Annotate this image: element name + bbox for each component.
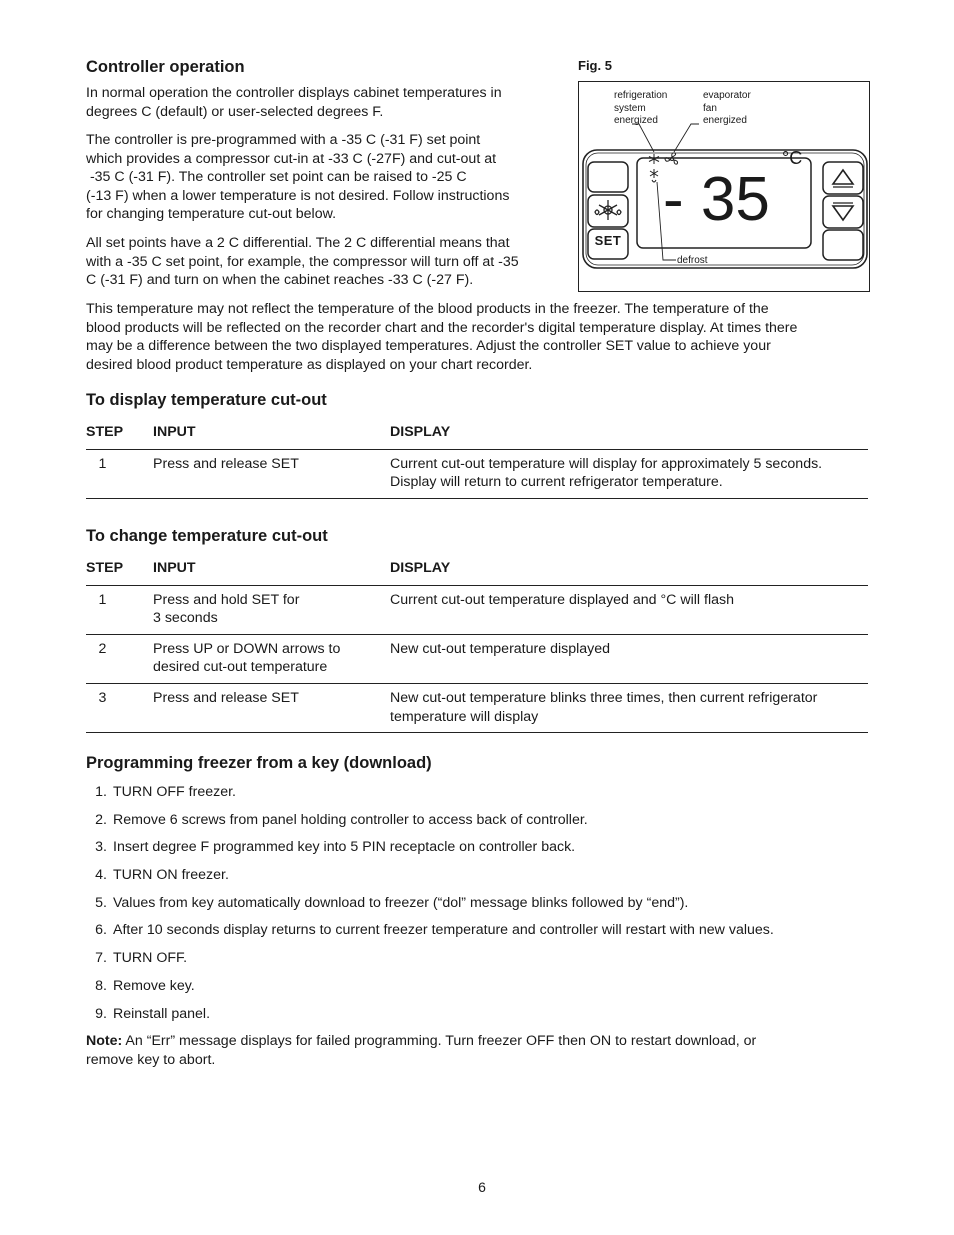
table-header-row bbox=[86, 559, 868, 585]
input-cell bbox=[153, 683, 390, 732]
column-header-input: INPUT bbox=[153, 423, 390, 449]
display-cell bbox=[390, 449, 868, 498]
leader-evaporator bbox=[674, 124, 699, 152]
list-number: 8. bbox=[95, 977, 107, 994]
list-number: 2. bbox=[95, 811, 107, 828]
list-item bbox=[86, 977, 774, 1005]
download-steps-list bbox=[86, 783, 774, 1032]
note-line bbox=[86, 1032, 756, 1051]
text-line: which provides a compressor cut-in at -33 C (-27F) and cut-out at bbox=[86, 150, 497, 167]
column-header-input: INPUT bbox=[153, 559, 390, 585]
list-item bbox=[86, 949, 774, 977]
annotation-line: system bbox=[614, 102, 646, 114]
input-cell bbox=[153, 585, 390, 634]
snowflake-icon bbox=[649, 154, 659, 164]
display-unit: °C bbox=[782, 148, 803, 168]
text-line: -35 C (-31 F). The controller set point can be raised to -25 C bbox=[86, 169, 467, 186]
list-item bbox=[86, 921, 774, 949]
column-header-display: DISPLAY bbox=[390, 423, 868, 449]
text-line: may be a difference between the two displayed temperatures. Adjust the controller SET value to achieve your bbox=[86, 338, 771, 355]
step-number: 1 bbox=[98, 591, 107, 608]
note-label: Note: bbox=[86, 1033, 123, 1049]
annotation-line: fan bbox=[703, 102, 717, 114]
up-arrow-icon bbox=[833, 170, 853, 184]
list-number: 7. bbox=[95, 950, 107, 967]
paragraph-blood-products bbox=[86, 300, 797, 374]
step-cell bbox=[86, 683, 153, 732]
list-number: 9. bbox=[95, 1005, 107, 1022]
column-header-step: STEP bbox=[86, 423, 153, 449]
text-line: In normal operation the controller displays cabinet temperatures in bbox=[86, 85, 502, 101]
table-row bbox=[86, 585, 868, 634]
step-cell bbox=[86, 634, 153, 683]
display-cutout-table bbox=[86, 423, 868, 499]
paragraph-set-point bbox=[86, 131, 509, 224]
down-arrow-icon bbox=[833, 206, 853, 220]
list-text: Reinstall panel. bbox=[113, 1005, 211, 1022]
list-text: TURN ON freezer. bbox=[113, 867, 229, 884]
right-bottom-button bbox=[823, 230, 863, 260]
page-number: 6 bbox=[478, 1179, 486, 1195]
cell-line: Press and release SET bbox=[153, 689, 299, 706]
cell-line: New cut-out temperature blinks three times, then current refrigerator bbox=[390, 689, 818, 706]
step-number: 1 bbox=[98, 455, 107, 472]
figure-label: Fig. 5 bbox=[578, 58, 612, 73]
cell-line: Press and release SET bbox=[153, 455, 299, 472]
list-item bbox=[86, 838, 774, 866]
list-text: TURN OFF. bbox=[113, 950, 188, 967]
text-line: degrees C (default) or user-selected degrees F. bbox=[86, 103, 384, 120]
note-line: remove key to abort. bbox=[86, 1051, 216, 1068]
controller-figure bbox=[578, 81, 870, 292]
section-heading-download: Programming freezer from a key (download) bbox=[86, 754, 432, 772]
section-heading-display-cutout: To display temperature cut-out bbox=[86, 391, 327, 409]
paragraph-normal-operation bbox=[86, 84, 502, 121]
text-line: desired blood product temperature as displayed on your chart recorder. bbox=[86, 356, 533, 373]
input-cell bbox=[153, 449, 390, 498]
section-heading-controller-operation: Controller operation bbox=[86, 58, 245, 76]
list-text: TURN OFF freezer. bbox=[113, 784, 236, 800]
up-button bbox=[823, 162, 863, 194]
note-text: An “Err” message displays for failed programming. Turn freezer OFF then ON to restart download, or bbox=[122, 1033, 757, 1049]
list-number: 5. bbox=[95, 894, 107, 911]
text-line: This temperature may not reflect the temperature of the blood products in the freezer. The temperature of the bbox=[86, 301, 769, 317]
cell-line: temperature will display bbox=[390, 708, 539, 725]
set-button-label: SET bbox=[594, 233, 622, 248]
text-line: blood products will be reflected on the recorder chart and the recorder's digital temperature display. At times there bbox=[86, 319, 798, 336]
column-header-display: DISPLAY bbox=[390, 559, 868, 585]
left-top-button bbox=[588, 162, 628, 192]
annotation-refrigeration bbox=[614, 90, 667, 128]
input-cell bbox=[153, 634, 390, 683]
note-paragraph bbox=[86, 1032, 756, 1069]
table-row bbox=[86, 634, 868, 683]
annotation-evaporator bbox=[703, 90, 751, 128]
list-text: Remove 6 screws from panel holding controller to access back of controller. bbox=[113, 811, 588, 828]
list-text: Insert degree F programmed key into 5 PIN receptacle on controller back. bbox=[113, 839, 576, 856]
cell-line: 3 seconds bbox=[153, 610, 218, 627]
table-row bbox=[86, 449, 868, 498]
down-button bbox=[823, 196, 863, 228]
text-line: with a -35 C set point, for example, the compressor will turn off at -35 bbox=[86, 253, 519, 270]
cell-line: Press and hold SET for bbox=[153, 591, 300, 608]
display-cell bbox=[390, 683, 868, 732]
text-line: for changing temperature cut-out below. bbox=[86, 206, 337, 223]
display-cell bbox=[390, 585, 868, 634]
text-line: All set points have a 2 C differential. The 2 C differential means that bbox=[86, 235, 510, 251]
cell-line: Current cut-out temperature will display for approximately 5 seconds. bbox=[390, 455, 823, 472]
annotation-defrost: defrost bbox=[677, 255, 708, 266]
step-cell bbox=[86, 585, 153, 634]
table-row bbox=[86, 683, 868, 732]
step-number: 2 bbox=[98, 640, 107, 657]
defrost-icon bbox=[650, 169, 658, 182]
section-heading-change-cutout: To change temperature cut-out bbox=[86, 527, 328, 545]
cell-line: Press UP or DOWN arrows to bbox=[153, 640, 341, 657]
change-cutout-table bbox=[86, 559, 868, 733]
annotation-line: refrigeration bbox=[614, 90, 668, 101]
cell-line: Current cut-out temperature displayed and °C will flash bbox=[390, 591, 734, 608]
list-item bbox=[86, 866, 774, 894]
annotation-line: evaporator bbox=[703, 90, 751, 101]
paragraph-differential bbox=[86, 234, 519, 290]
list-item bbox=[86, 894, 774, 922]
annotation-line: energized bbox=[614, 115, 658, 126]
display-cell bbox=[390, 634, 868, 683]
list-item bbox=[86, 811, 774, 839]
list-text: Remove key. bbox=[113, 977, 195, 994]
display-temperature: - 35 bbox=[663, 165, 770, 234]
text-line: (-13 F) when a lower temperature is not desired. Follow instructions bbox=[86, 187, 510, 204]
leader-refrigeration bbox=[632, 124, 654, 152]
table-header-row bbox=[86, 423, 868, 449]
column-header-step: STEP bbox=[86, 559, 153, 585]
cell-line: New cut-out temperature displayed bbox=[390, 640, 611, 657]
list-number: 1. bbox=[95, 784, 107, 800]
list-number: 4. bbox=[95, 867, 107, 884]
list-number: 3. bbox=[95, 839, 107, 856]
list-item bbox=[86, 1005, 774, 1033]
annotation-line: energized bbox=[703, 115, 747, 126]
list-text: Values from key automatically download to freezer (“dol” message blinks followed by “end”). bbox=[113, 894, 689, 911]
text-line: The controller is pre-programmed with a -35 C (-31 F) set point bbox=[86, 132, 481, 148]
cell-line: Display will return to current refrigerator temperature. bbox=[390, 474, 723, 491]
step-number: 3 bbox=[98, 689, 107, 706]
defrost-button-icon bbox=[595, 200, 621, 220]
text-line: C (-31 F) and turn on when the cabinet reaches -33 C (-27 F). bbox=[86, 272, 474, 289]
cell-line: desired cut-out temperature bbox=[153, 659, 328, 676]
step-cell bbox=[86, 449, 153, 498]
list-item bbox=[86, 783, 774, 811]
list-text: After 10 seconds display returns to current freezer temperature and controller will restart with new values. bbox=[113, 922, 774, 939]
list-number: 6. bbox=[95, 922, 107, 939]
